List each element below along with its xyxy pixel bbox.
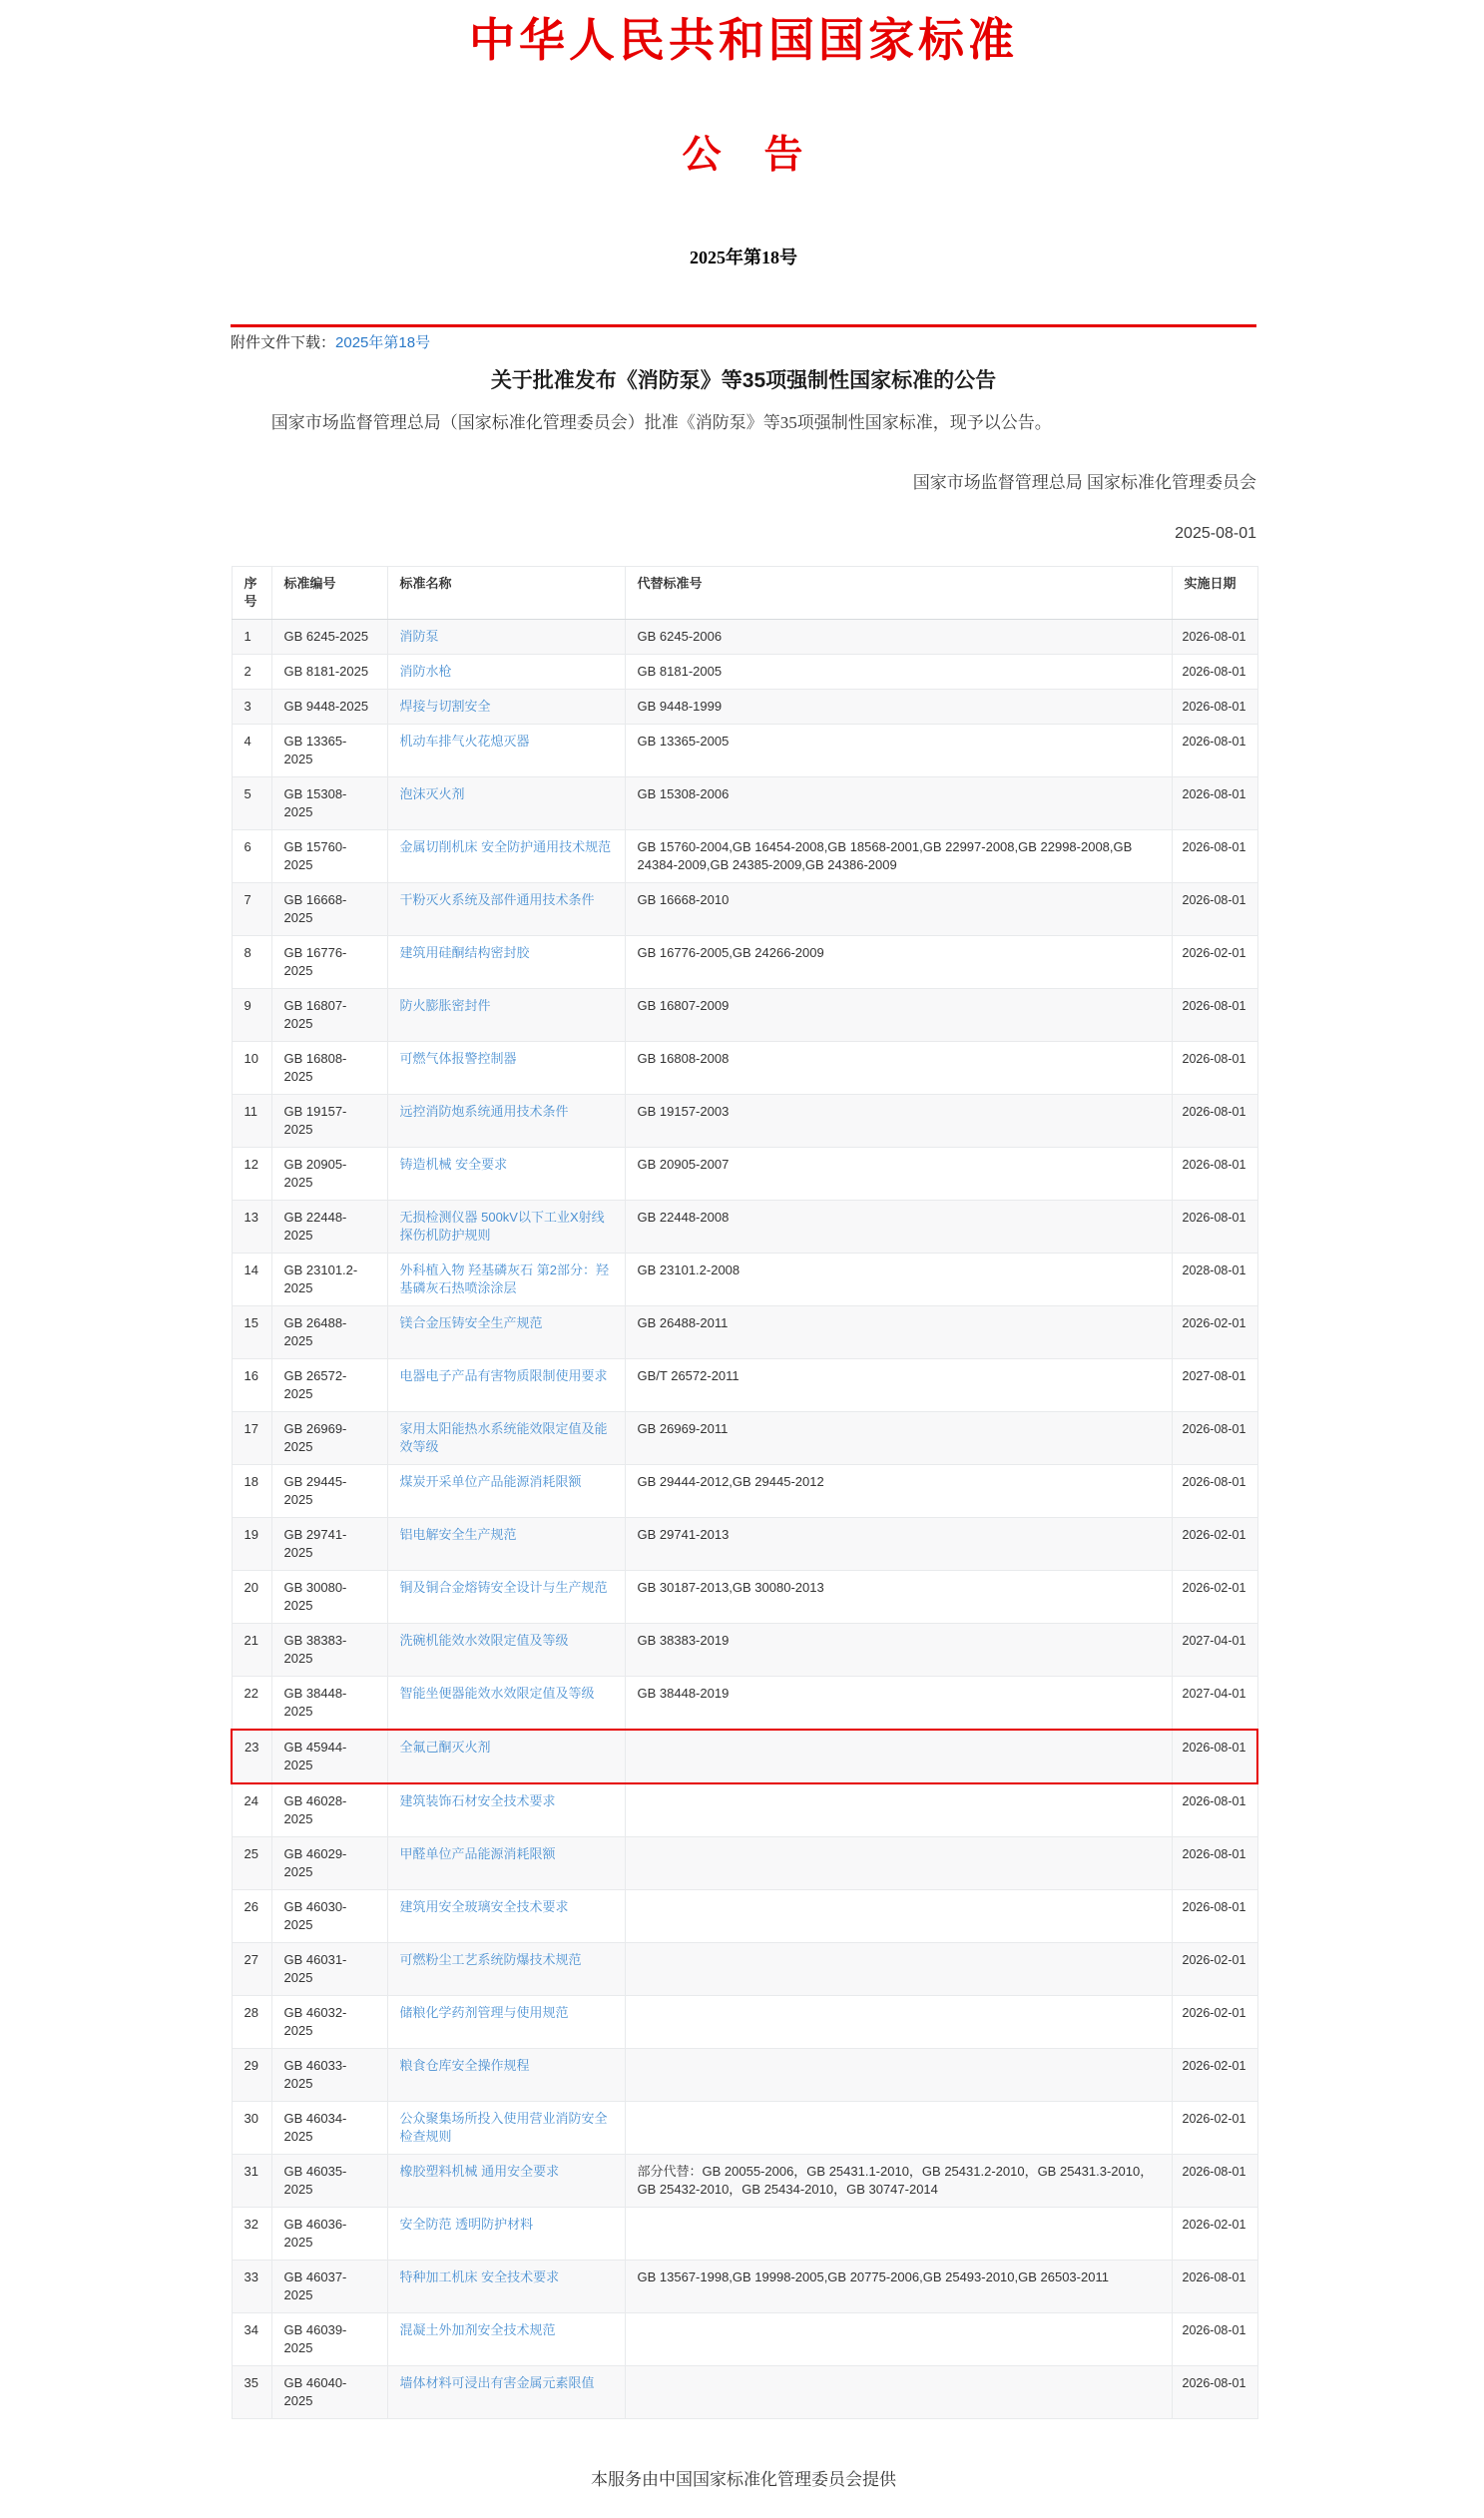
cell-seq: 24 [232,1783,271,1837]
cell-replaced-codes: GB 15760-2004,GB 16454-2008,GB 18568-2001,GB 22997-2008,GB 22998-2008,GB 24384-2009,GB 24385-2009,GB 24386-2009 [625,830,1172,883]
cell-implementation-date: 2026-08-01 [1172,1148,1257,1201]
cell-seq: 9 [232,989,271,1042]
cell-standard-code: GB 29445-2025 [271,1465,387,1518]
cell-implementation-date: 2026-02-01 [1172,1996,1257,2049]
cell-implementation-date: 2027-04-01 [1172,1624,1257,1677]
cell-replaced-codes [625,1943,1172,1996]
cell-implementation-date: 2026-08-01 [1172,655,1257,690]
attachment-download-link[interactable]: 2025年第18号 [335,334,431,351]
cell-standard-code: GB 46039-2025 [271,2313,387,2366]
attachment-row [231,332,1256,354]
cell-standard-code: GB 16808-2025 [271,1042,387,1095]
cell-standard-name [387,2208,625,2261]
cell-implementation-date: 2026-02-01 [1172,2049,1257,2102]
cell-implementation-date: 2026-08-01 [1172,2313,1257,2366]
cell-standard-code: GB 15760-2025 [271,830,387,883]
table-row [232,1254,1257,1306]
cell-replaced-codes: GB 13567-1998,GB 19998-2005,GB 20775-2006,GB 25493-2010,GB 26503-2011 [625,2261,1172,2313]
table-header-row [232,567,1257,620]
table-row [232,777,1257,830]
cell-standard-name [387,1095,625,1148]
cell-replaced-codes [625,1783,1172,1837]
cell-standard-name [387,2102,625,2155]
cell-implementation-date: 2026-08-01 [1172,1095,1257,1148]
table-row [232,2366,1257,2419]
cell-standard-code: GB 16776-2025 [271,936,387,989]
cell-standard-name [387,1571,625,1624]
standard-name-link[interactable]: 远控消防炮系统通用技术条件 [399,1104,569,1120]
cell-replaced-codes: GB 22448-2008 [625,1201,1172,1254]
cell-standard-name [387,1359,625,1412]
cell-implementation-date: 2026-02-01 [1172,1943,1257,1996]
cell-implementation-date: 2026-08-01 [1172,989,1257,1042]
cell-standard-code: GB 30080-2025 [271,1571,387,1624]
cell-replaced-codes: GB 16807-2009 [625,989,1172,1042]
cell-replaced-codes: GB 29741-2013 [625,1518,1172,1571]
table-row [232,936,1257,989]
table-row [232,1837,1257,1890]
cell-standard-code: GB 38448-2025 [271,1677,387,1731]
cell-seq: 6 [232,830,271,883]
cell-implementation-date: 2026-02-01 [1172,1518,1257,1571]
standard-name-link[interactable]: 混凝土外加剂安全技术规范 [399,2322,556,2338]
cell-seq: 28 [232,1996,271,2049]
cell-replaced-codes [625,2208,1172,2261]
standard-name-link[interactable]: 泡沫灭火剂 [399,786,465,802]
cell-implementation-date: 2026-08-01 [1172,690,1257,725]
table-row [232,1095,1257,1148]
cell-seq: 11 [232,1095,271,1148]
cell-seq: 35 [232,2366,271,2419]
table-row [232,1412,1257,1465]
standard-name-link[interactable]: 铸造机械 安全要求 [399,1157,508,1173]
cell-standard-name [387,1465,625,1518]
standard-name-link[interactable]: 防火膨胀密封件 [399,998,491,1014]
cell-standard-code: GB 6245-2025 [271,620,387,655]
cell-standard-code: GB 20905-2025 [271,1148,387,1201]
cell-standard-code: GB 29741-2025 [271,1518,387,1571]
cell-standard-code: GB 38383-2025 [271,1624,387,1677]
cell-seq: 14 [232,1254,271,1306]
table-row [232,620,1257,655]
cell-replaced-codes: GB 38383-2019 [625,1624,1172,1677]
cell-replaced-codes: GB 38448-2019 [625,1677,1172,1731]
page-content [231,0,1256,2518]
standards-table [231,566,1258,2419]
table-row [232,883,1257,936]
cell-standard-code: GB 22448-2025 [271,1201,387,1254]
cell-replaced-codes: GB 16668-2010 [625,883,1172,936]
cell-standard-code: GB 19157-2025 [271,1095,387,1148]
cell-standard-name [387,2366,625,2419]
cell-seq: 25 [232,1837,271,1890]
cell-standard-name [387,2049,625,2102]
cell-seq: 22 [232,1677,271,1731]
cell-replaced-codes: GB 9448-1999 [625,690,1172,725]
cell-standard-code: GB 46036-2025 [271,2208,387,2261]
notice-paragraph: 国家市场监督管理总局（国家标准化管理委员会）批准《消防泵》等35项强制性国家标准，现予以公告。 [270,412,1052,432]
standard-name-link[interactable]: 特种加工机床 安全技术要求 [399,2269,560,2285]
cell-standard-name [387,1518,625,1571]
standard-name-link[interactable]: 镁合金压铸安全生产规范 [399,1315,543,1331]
standard-name-link[interactable]: 墙体材料可浸出有害金属元素限值 [399,2375,595,2391]
cell-standard-name [387,2313,625,2366]
cell-replaced-codes [625,2366,1172,2419]
table-row [232,2049,1257,2102]
cell-standard-code: GB 26572-2025 [271,1359,387,1412]
cell-seq: 19 [232,1518,271,1571]
cell-seq: 32 [232,2208,271,2261]
standard-name-link[interactable]: 安全防范 透明防护材料 [399,2217,534,2233]
cell-standard-name [387,1837,625,1890]
standard-name-link[interactable]: 智能坐便器能效水效限定值及等级 [399,1686,595,1702]
table-row [232,1783,1257,1837]
standard-name-link[interactable]: 可燃气体报警控制器 [399,1051,517,1067]
cell-implementation-date: 2026-08-01 [1172,1201,1257,1254]
cell-implementation-date: 2026-08-01 [1172,2366,1257,2419]
standard-name-link[interactable]: 焊接与切割安全 [399,699,491,715]
gazette-title: 公 告 [682,134,805,177]
table-row [232,1624,1257,1677]
cell-seq: 27 [232,1943,271,1996]
cell-standard-name [387,690,625,725]
table-row [232,1571,1257,1624]
cell-seq: 5 [232,777,271,830]
cell-standard-code: GB 46030-2025 [271,1890,387,1943]
cell-standard-name [387,1148,625,1201]
cell-standard-name [387,1254,625,1306]
cell-implementation-date: 2026-08-01 [1172,620,1257,655]
cell-implementation-date: 2026-02-01 [1172,1571,1257,1624]
cell-replaced-codes [625,1890,1172,1943]
cell-seq: 30 [232,2102,271,2155]
cell-seq: 4 [232,725,271,777]
standard-name-link[interactable]: 外科植入物 羟基磷灰石 第2部分：羟基磷灰石热喷涂涂层 [399,1262,609,1296]
cell-implementation-date: 2026-08-01 [1172,883,1257,936]
column-header-seq: 序号 [232,567,271,620]
table-row [232,1359,1257,1412]
table-row [232,1306,1257,1359]
table-row [232,1148,1257,1201]
cell-standard-code: GB 46033-2025 [271,2049,387,2102]
cell-implementation-date: 2026-08-01 [1172,1837,1257,1890]
cell-implementation-date: 2028-08-01 [1172,1254,1257,1306]
cell-implementation-date: 2026-08-01 [1172,1730,1257,1783]
standards-table-body [232,620,1257,2419]
cell-standard-name [387,2261,625,2313]
cell-standard-code: GB 15308-2025 [271,777,387,830]
table-row [232,1465,1257,1518]
cell-standard-code: GB 46037-2025 [271,2261,387,2313]
cell-replaced-codes: GB 6245-2006 [625,620,1172,655]
cell-implementation-date: 2026-08-01 [1172,725,1257,777]
column-header-date: 实施日期 [1172,567,1257,620]
table-row [232,1518,1257,1571]
cell-replaced-codes [625,1996,1172,2049]
cell-standard-code: GB 46029-2025 [271,1837,387,1890]
cell-implementation-date: 2026-02-01 [1172,936,1257,989]
cell-implementation-date: 2026-08-01 [1172,1465,1257,1518]
issuing-agencies: 国家市场监督管理总局 国家标准化管理委员会 [912,473,1256,493]
cell-standard-code: GB 26488-2025 [271,1306,387,1359]
publish-date: 2025-08-01 [1175,525,1256,543]
cell-standard-name [387,830,625,883]
standard-name-link[interactable]: 全氟己酮灭火剂 [399,1740,491,1756]
notice-heading: 关于批准发布《消防泵》等35项强制性国家标准的公告 [490,368,997,392]
standard-name-link[interactable]: 机动车排气火花熄灭器 [399,734,530,750]
standard-name-link[interactable]: 公众聚集场所投入使用营业消防安全检查规则 [399,2111,608,2145]
cell-replaced-codes: GB 20905-2007 [625,1148,1172,1201]
cell-implementation-date: 2026-08-01 [1172,1042,1257,1095]
cell-seq: 20 [232,1571,271,1624]
table-row [232,1042,1257,1095]
cell-seq: 3 [232,690,271,725]
standard-name-link[interactable]: 可燃粉尘工艺系统防爆技术规范 [399,1952,582,1968]
cell-replaced-codes: GB 23101.2-2008 [625,1254,1172,1306]
cell-standard-name [387,1042,625,1095]
column-header-replaced: 代替标准号 [625,567,1172,620]
table-row [232,690,1257,725]
standard-name-link[interactable]: 建筑用硅酮结构密封胶 [399,945,530,961]
cell-standard-name [387,1201,625,1254]
cell-seq: 18 [232,1465,271,1518]
cell-replaced-codes [625,1837,1172,1890]
cell-standard-code: GB 13365-2025 [271,725,387,777]
cell-implementation-date: 2026-08-01 [1172,830,1257,883]
cell-replaced-codes [625,2102,1172,2155]
cell-implementation-date: 2026-02-01 [1172,1306,1257,1359]
standard-name-link[interactable]: 消防水枪 [399,664,452,680]
cell-implementation-date: 2026-08-01 [1172,1783,1257,1837]
standard-name-link[interactable]: 干粉灭火系统及部件通用技术条件 [399,892,595,908]
standard-name-link[interactable]: 铜及铜合金熔铸安全设计与生产规范 [399,1580,608,1596]
table-row [232,655,1257,690]
cell-seq: 8 [232,936,271,989]
standard-name-link[interactable]: 粮食仓库安全操作规程 [399,2058,530,2074]
cell-seq: 1 [232,620,271,655]
table-row [232,2261,1257,2313]
cell-implementation-date: 2026-02-01 [1172,2208,1257,2261]
cell-replaced-codes [625,2313,1172,2366]
cell-standard-name [387,1783,625,1837]
cell-seq: 23 [232,1730,271,1783]
standard-name-link[interactable]: 建筑装饰石材安全技术要求 [399,1793,556,1809]
cell-implementation-date: 2026-08-01 [1172,1890,1257,1943]
cell-standard-code: GB 16668-2025 [271,883,387,936]
cell-standard-code: GB 46040-2025 [271,2366,387,2419]
standard-name-link[interactable]: 消防泵 [399,629,439,645]
standard-name-link[interactable]: 洗碗机能效水效限定值及等级 [399,1633,569,1649]
cell-seq: 31 [232,2155,271,2208]
cell-replaced-codes: GB 16808-2008 [625,1042,1172,1095]
cell-seq: 34 [232,2313,271,2366]
cell-implementation-date: 2026-08-01 [1172,1412,1257,1465]
cell-seq: 17 [232,1412,271,1465]
cell-standard-code: GB 46032-2025 [271,1996,387,2049]
standard-name-link[interactable]: 甲醛单位产品能源消耗限额 [399,1846,556,1862]
cell-standard-name [387,1412,625,1465]
cell-standard-code: GB 46035-2025 [271,2155,387,2208]
footer-note: 本服务由中国国家标准化管理委员会提供 [591,2470,896,2490]
standard-name-link[interactable]: 储粮化学药剂管理与使用规范 [399,2005,569,2021]
table-row [232,1201,1257,1254]
cell-replaced-codes [625,1730,1172,1783]
cell-replaced-codes: GB/T 26572-2011 [625,1359,1172,1412]
cell-replaced-codes: GB 19157-2003 [625,1095,1172,1148]
column-header-name: 标准名称 [387,567,625,620]
cell-standard-name [387,1890,625,1943]
cell-standard-name [387,883,625,936]
table-row [232,2102,1257,2155]
cell-seq: 33 [232,2261,271,2313]
cell-standard-code: GB 46034-2025 [271,2102,387,2155]
cell-replaced-codes: GB 30187-2013,GB 30080-2013 [625,1571,1172,1624]
standard-name-link[interactable]: 金属切削机床 安全防护通用技术规范 [399,839,612,855]
table-row [232,830,1257,883]
cell-replaced-codes: GB 8181-2005 [625,655,1172,690]
cell-replaced-codes: GB 15308-2006 [625,777,1172,830]
cell-seq: 2 [232,655,271,690]
cell-standard-code: GB 45944-2025 [271,1730,387,1783]
cell-implementation-date: 2026-02-01 [1172,2102,1257,2155]
issue-number: 2025年第18号 [690,248,797,267]
cell-replaced-codes: GB 16776-2005,GB 24266-2009 [625,936,1172,989]
cell-seq: 10 [232,1042,271,1095]
cell-replaced-codes: GB 29444-2012,GB 29445-2012 [625,1465,1172,1518]
cell-standard-code: GB 26969-2025 [271,1412,387,1465]
standard-name-link[interactable]: 橡胶塑料机械 通用安全要求 [399,2164,560,2180]
table-row [232,1730,1257,1783]
cell-standard-name [387,1943,625,1996]
cell-implementation-date: 2026-08-01 [1172,2261,1257,2313]
table-row [232,1996,1257,2049]
cell-seq: 7 [232,883,271,936]
cell-standard-code: GB 46028-2025 [271,1783,387,1837]
cell-standard-name [387,989,625,1042]
table-row [232,2313,1257,2366]
cell-implementation-date: 2027-04-01 [1172,1677,1257,1731]
standard-name-link[interactable]: 铝电解安全生产规范 [399,1527,517,1543]
cell-replaced-codes: GB 13365-2005 [625,725,1172,777]
cell-implementation-date: 2027-08-01 [1172,1359,1257,1412]
cell-seq: 16 [232,1359,271,1412]
cell-standard-code: GB 23101.2-2025 [271,1254,387,1306]
cell-standard-name [387,620,625,655]
table-row [232,1677,1257,1731]
cell-standard-code: GB 46031-2025 [271,1943,387,1996]
standard-name-link[interactable]: 电器电子产品有害物质限制使用要求 [399,1368,608,1384]
cell-replaced-codes: GB 26488-2011 [625,1306,1172,1359]
cell-standard-code: GB 9448-2025 [271,690,387,725]
table-row [232,2208,1257,2261]
cell-standard-name [387,1624,625,1677]
cell-implementation-date: 2026-08-01 [1172,2155,1257,2208]
table-row [232,1943,1257,1996]
cell-seq: 21 [232,1624,271,1677]
cell-seq: 15 [232,1306,271,1359]
table-row [232,989,1257,1042]
red-divider [231,324,1256,327]
cell-standard-name [387,936,625,989]
cell-standard-name [387,655,625,690]
cell-implementation-date: 2026-08-01 [1172,777,1257,830]
cell-standard-code: GB 16807-2025 [271,989,387,1042]
table-row [232,2155,1257,2208]
standard-name-link[interactable]: 家用太阳能热水系统能效限定值及能效等级 [399,1421,608,1455]
page-title: 中华人民共和国国家标准 [469,15,1018,66]
attachment-label: 附件文件下载： [231,334,336,351]
cell-standard-name [387,1730,625,1783]
cell-standard-code: GB 8181-2025 [271,655,387,690]
standard-name-link[interactable]: 煤炭开采单位产品能源消耗限额 [399,1474,582,1490]
cell-seq: 13 [232,1201,271,1254]
cell-seq: 29 [232,2049,271,2102]
cell-seq: 26 [232,1890,271,1943]
table-row [232,1890,1257,1943]
standard-name-link[interactable]: 无损检测仪器 500kV以下工业X射线探伤机防护规则 [399,1210,605,1244]
cell-replaced-codes [625,2049,1172,2102]
cell-standard-name [387,777,625,830]
cell-standard-name [387,1306,625,1359]
cell-standard-name [387,1677,625,1731]
cell-standard-name [387,725,625,777]
cell-standard-name [387,2155,625,2208]
standard-name-link[interactable]: 建筑用安全玻璃安全技术要求 [399,1899,569,1915]
cell-replaced-codes: 部分代替：GB 20055-2006，GB 25431.1-2010，GB 25431.2-2010，GB 25431.3-2010，GB 25432-2010，GB 25434-2010，GB 30747-2014 [625,2155,1172,2208]
cell-standard-name [387,1996,625,2049]
cell-seq: 12 [232,1148,271,1201]
column-header-code: 标准编号 [271,567,387,620]
cell-replaced-codes: GB 26969-2011 [625,1412,1172,1465]
table-row [232,725,1257,777]
